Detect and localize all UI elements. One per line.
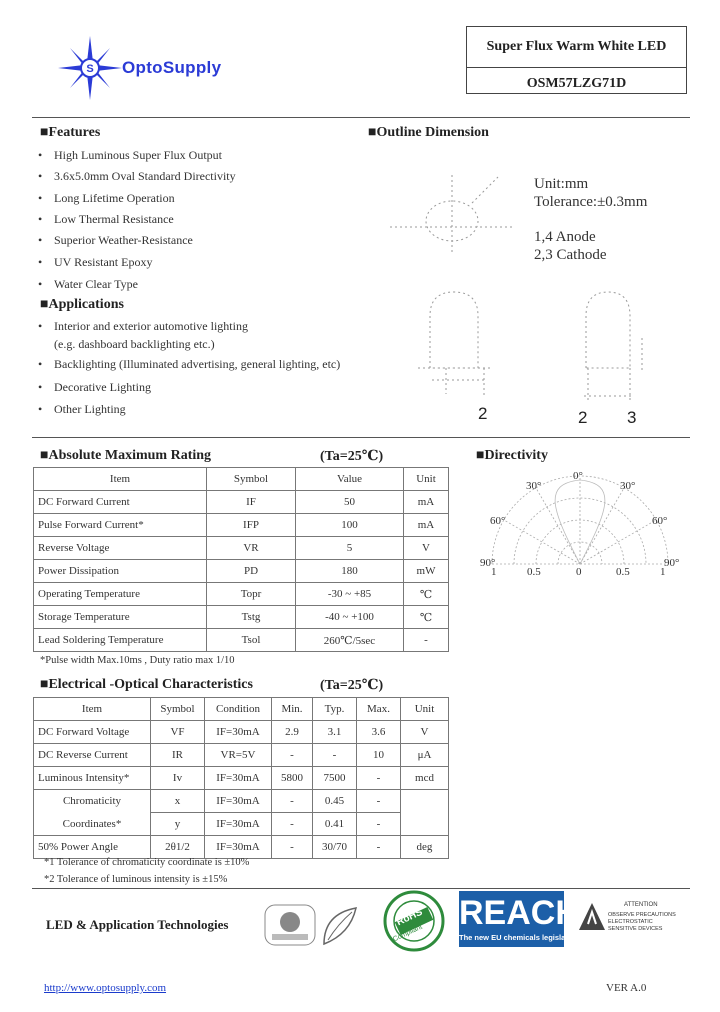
outline-top-view-drawing bbox=[380, 155, 530, 265]
feature-item: • Water Clear Type bbox=[38, 277, 138, 291]
footer-divider bbox=[32, 888, 690, 889]
scale-label: 0.5 bbox=[527, 566, 541, 578]
table-header: Value bbox=[296, 468, 404, 491]
header-divider bbox=[32, 117, 690, 118]
feature-item: • UV Resistant Epoxy bbox=[38, 255, 153, 269]
features-heading: ■Features bbox=[40, 125, 101, 140]
angle-label: 60° bbox=[490, 515, 506, 527]
angle-label: 90° bbox=[664, 557, 680, 569]
eo-note: *1 Tolerance of chromaticity coordinate is ±10% bbox=[44, 857, 250, 868]
footer-tagline: LED & Application Technologies bbox=[46, 917, 229, 932]
scale-label: 1 bbox=[491, 566, 497, 578]
abs-max-condition: (Ta=25℃) bbox=[320, 449, 384, 464]
angle-label: 30° bbox=[620, 480, 636, 492]
angle-label: 60° bbox=[652, 515, 668, 527]
pin-label: 3 bbox=[627, 408, 637, 427]
table-row: DC Reverse Current IR VR=5V - - 10 μA bbox=[34, 744, 449, 767]
eo-heading: ■Electrical -Optical Characteristics bbox=[40, 677, 253, 692]
brand-name: OptoSupply bbox=[122, 58, 222, 77]
table-row: Operating Temperature Topr -30 ~ +85 ℃ bbox=[34, 583, 449, 606]
attention-line: ELECTROSTATIC bbox=[608, 919, 653, 925]
title-box bbox=[466, 26, 687, 94]
pin-label: 2 bbox=[578, 408, 588, 427]
directivity-polar-plot bbox=[482, 470, 678, 578]
table-row: Pulse Forward Current* IFP 100 mA bbox=[34, 514, 449, 537]
table-header-row bbox=[34, 468, 449, 491]
eo-table bbox=[33, 697, 449, 859]
table-row: Power Dissipation PD 180 mW bbox=[34, 560, 449, 583]
table-row: Chromaticity x IF=30mA - 0.45 - bbox=[34, 790, 449, 813]
table-header: Item bbox=[34, 468, 207, 491]
pin-label: 2 bbox=[478, 404, 488, 423]
outline-unit: Unit:mm bbox=[534, 176, 589, 192]
cathode-label: 2,3 Cathode bbox=[534, 247, 607, 263]
part-number: OSM57LZG71D bbox=[526, 76, 627, 91]
esd-warning-icon bbox=[578, 902, 606, 932]
scale-label: 1 bbox=[660, 566, 666, 578]
scale-label: 0 bbox=[576, 566, 582, 578]
table-row: DC Forward Voltage VF IF=30mA 2.9 3.1 3.6 V bbox=[34, 721, 449, 744]
eo-condition: (Ta=25℃) bbox=[320, 678, 384, 693]
feature-item: • 3.6x5.0mm Oval Standard Directivity bbox=[38, 169, 236, 183]
version-label: VER A.0 bbox=[606, 982, 647, 994]
svg-text:S: S bbox=[86, 63, 94, 75]
application-item: (e.g. dashboard backlighting etc.) bbox=[54, 337, 215, 351]
lead-free-icon bbox=[320, 904, 360, 946]
application-item: • Other Lighting bbox=[38, 402, 126, 416]
feature-item: • Long Lifetime Operation bbox=[38, 191, 175, 205]
table-header: Unit bbox=[404, 468, 449, 491]
angle-label: 0° bbox=[573, 470, 583, 482]
abs-max-table bbox=[33, 467, 449, 652]
attention-line: SENSITIVE DEVICES bbox=[608, 926, 663, 932]
feature-item: • High Luminous Super Flux Output bbox=[38, 148, 223, 162]
abs-max-note: *Pulse width Max.10ms , Duty ratio max 1/10 bbox=[40, 655, 235, 666]
reach-badge bbox=[459, 891, 580, 947]
application-item: • Interior and exterior automotive lighting bbox=[38, 319, 248, 333]
section-divider bbox=[32, 437, 690, 438]
table-row: Storage Temperature Tstg -40 ~ +100 ℃ bbox=[34, 606, 449, 629]
outline-tolerance: Tolerance:±0.3mm bbox=[534, 194, 648, 210]
rohs-sub-label: Compliant bbox=[391, 923, 424, 944]
table-row: Lead Soldering Temperature Tsol 260℃/5sec - bbox=[34, 629, 449, 652]
applications-heading: ■Applications bbox=[40, 297, 124, 312]
reach-title: REACH bbox=[459, 894, 580, 932]
angle-label: 30° bbox=[526, 480, 542, 492]
outline-heading: ■Outline Dimension bbox=[368, 125, 489, 140]
title-divider bbox=[467, 67, 686, 68]
table-row: Luminous Intensity* Iv IF=30mA 5800 7500 - mcd bbox=[34, 767, 449, 790]
angle-label: 90° bbox=[480, 557, 496, 569]
table-header-row: Item Symbol Condition Min. Typ. Max. Unit bbox=[34, 698, 449, 721]
attention-label: ATTENTION bbox=[624, 902, 658, 908]
feature-item: • Low Thermal Resistance bbox=[38, 212, 174, 226]
abs-max-heading: ■Absolute Maximum Rating bbox=[40, 448, 212, 463]
scale-label: 0.5 bbox=[616, 566, 630, 578]
rohs-label: RoHS bbox=[394, 906, 425, 929]
website-link[interactable]: http://www.optosupply.com bbox=[44, 982, 167, 994]
outline-front-view-drawing bbox=[548, 276, 668, 406]
product-title: Super Flux Warm White LED bbox=[486, 39, 667, 54]
application-item: • Decorative Lighting bbox=[38, 380, 151, 394]
outline-side-view-drawing bbox=[388, 276, 508, 406]
table-header: Symbol bbox=[207, 468, 296, 491]
table-row: DC Forward Current IF 50 mA bbox=[34, 491, 449, 514]
eo-note: *2 Tolerance of luminous intensity is ±15% bbox=[44, 874, 228, 885]
table-row: Reverse Voltage VR 5 V bbox=[34, 537, 449, 560]
application-item: • Backlighting (Illuminated advertising, general lighting, etc) bbox=[38, 357, 341, 371]
reach-subtitle: The new EU chemicals legislation bbox=[459, 933, 580, 942]
esd-warning bbox=[578, 896, 686, 946]
table-row: 50% Power Angle 2θ1/2 IF=30mA - 30/70 - deg bbox=[34, 836, 449, 859]
tuv-cert-icon bbox=[264, 904, 316, 946]
directivity-heading: ■Directivity bbox=[476, 448, 548, 463]
feature-item: • Superior Weather-Resistance bbox=[38, 233, 193, 247]
table-row: Coordinates* y IF=30mA - 0.41 - bbox=[34, 813, 449, 836]
attention-line: OBSERVE PRECAUTIONS bbox=[608, 912, 676, 918]
anode-label: 1,4 Anode bbox=[534, 229, 596, 245]
